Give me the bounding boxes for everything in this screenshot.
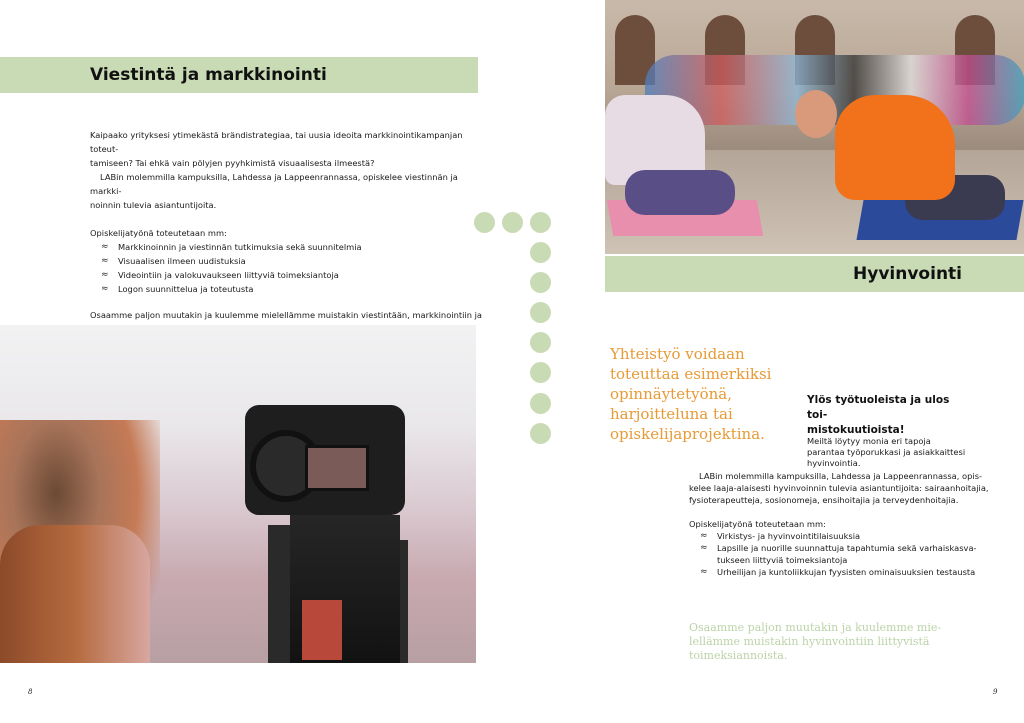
swirl-bullet-icon: ≈ (101, 284, 109, 294)
intro-line: parantaa työporukkasi ja asiakkaittesi (807, 447, 966, 457)
swirl-bullet-icon: ≈ (700, 531, 708, 541)
list-item-text: Virkistys- ja hyvinvointitilaisuuksia (717, 531, 861, 541)
intro-line: Kaipaako yrityksesi ytimekästä brändistrategiaa, tai uusia ideoita markkinointikampanjan toteut- (90, 130, 463, 154)
decorative-dot (530, 272, 551, 293)
pull-quote (610, 344, 820, 444)
quote-line: toteuttaa esimerkiksi (610, 365, 772, 383)
list-item-text: Visuaalisen ilmeen uudistuksia (118, 256, 246, 266)
decorative-dot (530, 212, 551, 233)
right-intro (807, 436, 977, 469)
works-label: Opiskelijatyönä toteutetaan mm: (689, 519, 826, 529)
subheading (807, 393, 967, 438)
heading-banner-viestinta (0, 57, 478, 93)
lab-line: kelee laaja-alaisesti hyvinvoinnin tulevia asiantuntijoita: sairaanhoitajia, (689, 483, 989, 493)
decorative-dot (502, 212, 523, 233)
yoga-photo (605, 0, 1024, 254)
photo-orange-shirt (835, 95, 955, 200)
lab-line: LABin molemmilla kampuksilla, Lahdessa ja Lappeenrannassa, opis- (699, 471, 983, 481)
closing-line: lellämme muistakin hyvinvointiin liittyvistä (689, 635, 930, 648)
decorative-dot (530, 393, 551, 414)
lab-line: LABin molemmilla kampuksilla, Lahdessa ja Lappeenrannassa, opiskelee viestinnän ja markki- (90, 172, 458, 196)
quote-line: opiskelijaprojektina. (610, 425, 765, 443)
photo-coat (0, 525, 150, 663)
decorative-dot (530, 423, 551, 444)
list-item (90, 282, 490, 296)
left-body-text (90, 128, 490, 336)
right-body-text (689, 470, 989, 578)
list-item (90, 268, 490, 282)
decorative-dot (530, 242, 551, 263)
intro-line: hyvinvointia. (807, 458, 861, 468)
swirl-bullet-icon: ≈ (101, 256, 109, 266)
decorative-dot (530, 332, 551, 353)
quote-line: opinnäytetyönä, (610, 385, 732, 403)
intro-line: Meiltä löytyy monia eri tapoja (807, 436, 931, 446)
bullet-list (689, 530, 989, 578)
decorative-dot (530, 362, 551, 383)
closing-statement (689, 621, 979, 663)
intro-line: tamiseen? Tai ehkä vain pölyjen pyyhkimistä visuaalisesta ilmeestä? (90, 158, 375, 168)
list-item (689, 542, 989, 566)
photo-head (795, 90, 837, 138)
page-number-right: 9 (993, 688, 998, 696)
page-title-hyvinvointi: Hyvinvointi (853, 264, 962, 284)
page-title-viestinta: Viestintä ja markkinointi (90, 65, 327, 85)
swirl-bullet-icon: ≈ (700, 567, 708, 577)
list-item-text: tukseen liittyviä toimeksiantoja (717, 555, 848, 565)
lab-line: noinnin tulevia asiantuntijoita. (90, 200, 217, 210)
list-item-text: Lapsille ja nuorille suunnattuja tapahtumia sekä varhaiskasva- (717, 543, 977, 553)
subheading-line: mistokuutioista! (807, 424, 905, 436)
bullet-list (90, 240, 490, 296)
subheading-line: Ylös työtuoleista ja ulos toi- (807, 394, 950, 421)
photo-leggings (625, 170, 735, 215)
works-label: Opiskelijatyönä toteutetaan mm: (90, 228, 227, 238)
lab-line: fysioterapeutteja, sosionomeja, ensihoitajia ja terveydenhoitajia. (689, 495, 959, 505)
list-item (90, 254, 490, 268)
list-item (689, 566, 989, 578)
quote-line: harjoitteluna tai (610, 405, 733, 423)
decorative-dot (530, 302, 551, 323)
page-number-left: 8 (28, 688, 33, 696)
list-item-text: Videointiin ja valokuvaukseen liittyviä toimeksiantoja (118, 270, 339, 280)
photo-tag (302, 600, 342, 660)
quote-line: Yhteistyö voidaan (610, 345, 745, 363)
camera-photo (0, 325, 476, 663)
list-item (689, 530, 989, 542)
photo-camera-screen (305, 445, 369, 491)
heading-banner-hyvinvointi (605, 256, 1024, 292)
swirl-bullet-icon: ≈ (700, 543, 708, 553)
list-item-text: Markkinoinnin ja viestinnän tutkimuksia sekä suunnitelmia (118, 242, 362, 252)
swirl-bullet-icon: ≈ (101, 270, 109, 280)
list-item-text: Logon suunnittelua ja toteutusta (118, 284, 254, 294)
closing-line: Osaamme paljon muutakin ja kuulemme mie- (689, 621, 942, 634)
swirl-bullet-icon: ≈ (101, 242, 109, 252)
list-item (90, 240, 490, 254)
decorative-dot (474, 212, 495, 233)
closing-line: toimeksiannoista. (689, 649, 788, 662)
list-item-text: Urheilijan ja kuntoliikkujan fyysisten ominaisuuksien testausta (717, 567, 976, 577)
closing-line: Osaamme paljon muutakin ja kuulemme mielellämme muistakin viestintään, markkinointiin ja (90, 310, 482, 320)
